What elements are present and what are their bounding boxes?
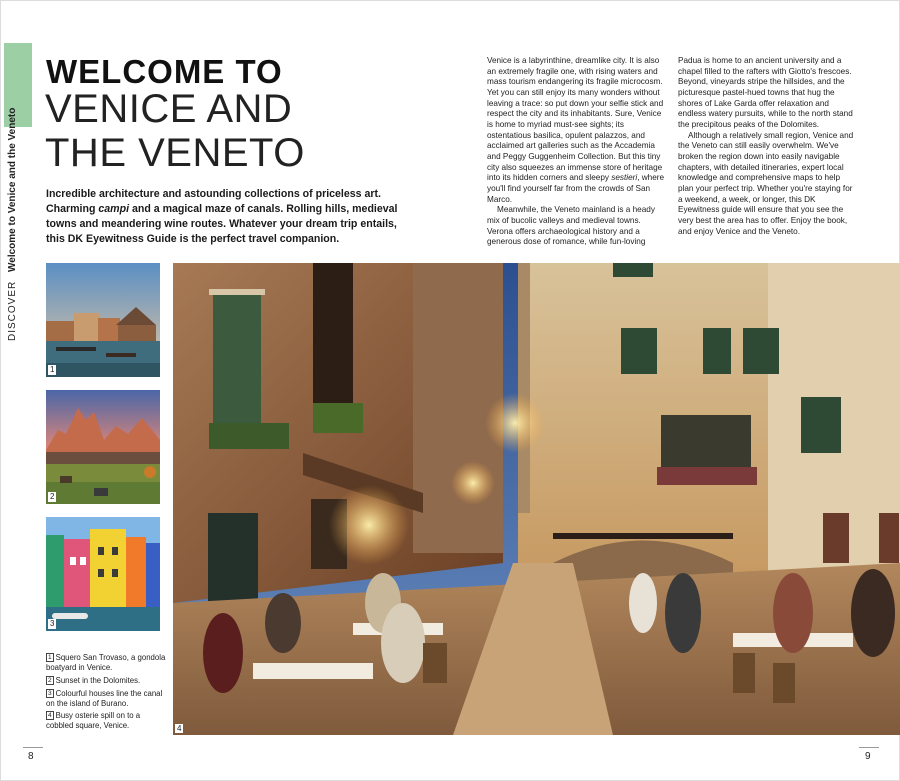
photo-dolomites xyxy=(46,390,160,504)
body-column-1 xyxy=(487,56,665,248)
caption-item xyxy=(46,711,168,731)
body-paragraph: Although a relatively small region, Venice and the Veneto can still easily overwhelm. We've broken the region down into easily navigable chapters, with detailed itineraries, expert local knowledge and comprehensive maps to help plan your perfect trip. Whether you're staying for a weekend, a week, or longer, this DK Eyewitness guide will ensure that you see the very best the area has to offer. Enjoy the book, and enjoy Venice and the Veneto. xyxy=(678,130,854,236)
running-header xyxy=(7,108,18,341)
intro-text-1: Incredible architecture and astounding collections of priceless art. Charming xyxy=(46,188,381,216)
venice-square-illustration xyxy=(173,263,900,735)
dolomites-illustration xyxy=(46,390,160,504)
caption-text: Sunset in the Dolomites. xyxy=(55,675,141,685)
caption-text: Busy osterie spill on to a cobbled square, Venice. xyxy=(46,711,141,731)
body-column-2 xyxy=(678,56,856,237)
photo-number: 1 xyxy=(50,365,55,374)
photo-boatyard xyxy=(46,263,160,377)
page-title-line2: VENICE AND xyxy=(45,87,293,131)
photo-burano xyxy=(46,517,160,631)
page-title-line3: THE VENETO xyxy=(45,131,305,175)
body-paragraph xyxy=(487,56,665,205)
body-text: Venice is a labyrinthine, dreamlike city. It is also an extremely fragile one, with rising waters and mass tourism endangering its fragile microcosm. Yet you can still enjoy its many wonders without leaving a trace: so put down your selfie stick and respect the city and its inhabitants. Sure, Venice is home to myriad must-see sights; its ostentatious basilica, opulent palazzos, and acclaimed art galleries such as the Accademia and Peggy Guggenheim Collection. But this tiny city also squeezes an immense store of heritage into its hidden corners and sleepy xyxy=(487,56,664,183)
caption-number: 1 xyxy=(48,654,52,661)
intro-text-2: and a magical maze of canals. Rolling hills, medieval towns and meandering wine routes. Whatever your dream trip entails, this DK Eyewitness Guide is the perfect travel companion. xyxy=(46,203,398,246)
intro-paragraph xyxy=(46,187,406,247)
caption-number: 2 xyxy=(48,676,52,684)
chapter-label: Welcome to Venice and the Veneto xyxy=(7,107,18,272)
photo-venice-square xyxy=(173,263,900,735)
caption-text: Colourful houses line the canal on the island of Burano. xyxy=(46,688,163,708)
photo-number: 2 xyxy=(50,492,55,501)
caption-item xyxy=(46,689,168,709)
page-title-line1: WELCOME TO xyxy=(46,53,283,90)
folio-rule xyxy=(23,747,43,748)
photo-number: 4 xyxy=(177,724,182,733)
body-paragraph: Meanwhile, the Veneto mainland is a heady mix of bucolic valleys and medieval towns. Verona offers archaeological history and a generous dose of romance, while fun-loving xyxy=(487,205,655,247)
page-title-main xyxy=(45,87,305,175)
caption-number: 4 xyxy=(48,712,52,720)
caption-text: Squero San Trovaso, a gondola boatyard in Venice. xyxy=(46,653,166,672)
photo-number: 3 xyxy=(50,619,55,628)
body-italic: sestieri xyxy=(611,173,638,183)
body-text: , where you'll find yourself far from the crowds of San Marco. xyxy=(487,173,665,204)
section-label: DISCOVER xyxy=(7,280,18,341)
caption-number: 3 xyxy=(48,689,52,697)
page-number-left: 8 xyxy=(28,751,34,762)
photo-captions xyxy=(46,653,168,734)
boatyard-illustration xyxy=(46,263,160,377)
body-paragraph: Padua is home to an ancient university and a chapel filled to the rafters with Giotto's frescoes. Beyond, vineyards stripe the hillsides, and the picturesque pastel-hued towns that hug the shores of Lake Garda offer relaxation and endless watery pursuits, while to the north stand the precipitous peaks of the Dolomites. xyxy=(678,56,853,129)
burano-illustration xyxy=(46,517,160,631)
intro-italic: campi xyxy=(98,203,130,216)
caption-item xyxy=(46,653,168,673)
folio-rule xyxy=(859,747,879,748)
page-number-right: 9 xyxy=(865,751,871,762)
caption-item xyxy=(46,676,168,686)
